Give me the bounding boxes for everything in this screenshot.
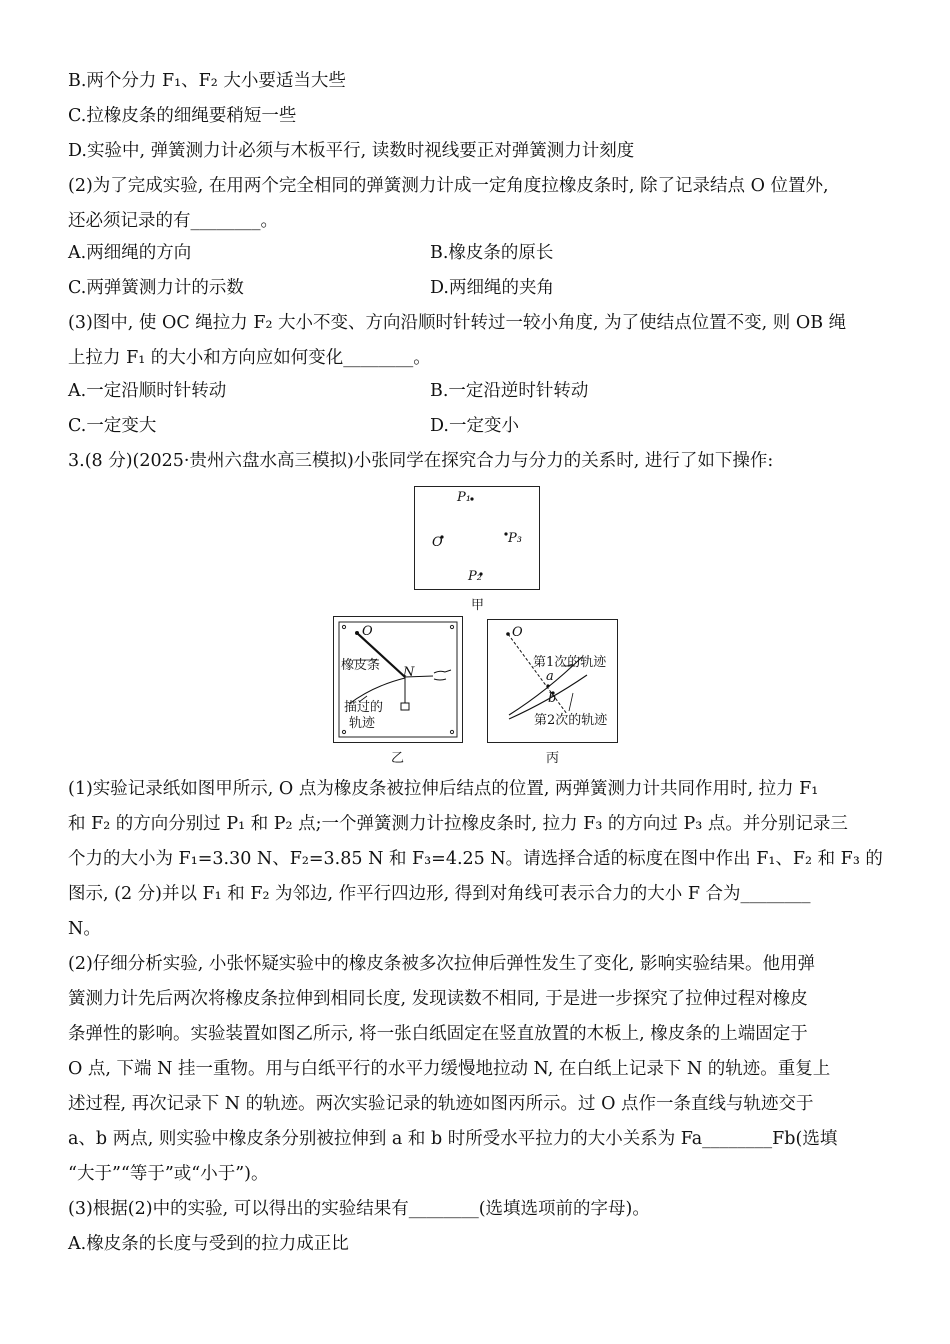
label-first-trace: 第1次的轨迹 bbox=[533, 655, 607, 670]
q3-2-line7: “大于”“等于”或“小于”)。 bbox=[68, 1164, 269, 1184]
label-a: a bbox=[546, 669, 554, 684]
label-traced-line2: 轨迹 bbox=[349, 716, 376, 731]
q3-1-line4: 图示, (2 分)并以 F₁ 和 F₂ 为邻边, 作平行四边形, 得到对角线可表示合力的大小 F 合为________ bbox=[68, 884, 811, 904]
option-c-q1: C.拉橡皮条的细绳要稍短一些 bbox=[68, 106, 297, 126]
q3-3-stem: (3)根据(2)中的实验, 可以得出的实验结果有________(选填选项前的字母)。 bbox=[68, 1199, 650, 1219]
q3-1-line3: 个力的大小为 F₁=3.30 N、F₂=3.85 N 和 F₃=4.25 N。请选择合适的标度在图中作出 F₁、F₂ 和 F₃ 的 bbox=[68, 849, 883, 869]
q3-2-line1: (2)仔细分析实验, 小张怀疑实验中的橡皮条被多次拉伸后弹性发生了变化, 影响实验结果。他用弹 bbox=[68, 954, 816, 974]
question-3-title: 3.(8 分)(2025·贵州六盘水高三模拟)小张同学在探究合力与分力的关系时, 进行了如下操作: bbox=[68, 451, 774, 471]
q3-1-line5: N。 bbox=[68, 919, 101, 939]
q2-option-b: B.橡皮条的原长 bbox=[430, 243, 554, 263]
q2-stem-line2: 还必须记录的有________。 bbox=[68, 211, 278, 231]
q3-1-line2: 和 F₂ 的方向分别过 P₁ 和 P₂ 点;一个弹簧测力计拉橡皮条时, 拉力 F₃ 的方向过 P₃ 点。并分别记录三 bbox=[68, 814, 848, 834]
label-rubber-band: 橡皮条 bbox=[341, 658, 381, 673]
q2-stem-line1: (2)为了完成实验, 在用两个完全相同的弹簧测力计成一定角度拉橡皮条时, 除了记录结点 O 位置外, bbox=[68, 176, 829, 196]
q3-2-line5: 述过程, 再次记录下 N 的轨迹。两次实验记录的轨迹如图丙所示。过 O 点作一条直线与轨迹交于 bbox=[68, 1094, 814, 1114]
label-p3: P₃ bbox=[508, 531, 522, 546]
caption-yi: 乙 bbox=[391, 751, 405, 766]
q3-2-line6: a、b 两点, 则实验中橡皮条分别被拉伸到 a 和 b 时所受水平拉力的大小关系为 Fa________Fb(选填 bbox=[68, 1129, 838, 1149]
option-d-q1: D.实验中, 弹簧测力计必须与木板平行, 读数时视线要正对弹簧测力计刻度 bbox=[68, 141, 635, 161]
q3-stem-line1: (3)图中, 使 OC 绳拉力 F₂ 大小不变、方向沿顺时针转过一较小角度, 为了使结点位置不变, 则 OB 绳 bbox=[68, 313, 847, 333]
q2-option-d: D.两细绳的夹角 bbox=[430, 278, 554, 298]
q3-option-c: C.一定变大 bbox=[68, 416, 157, 436]
q3-option-b: B.一定沿逆时针转动 bbox=[430, 381, 589, 401]
label-o: O bbox=[512, 625, 523, 640]
q3-option-a: A.一定沿顺时针转动 bbox=[68, 381, 227, 401]
option-b-q1: B.两个分力 F₁、F₂ 大小要适当大些 bbox=[68, 71, 346, 91]
label-traced-line1: 描过的 bbox=[344, 700, 384, 715]
q3-3-option-a: A.橡皮条的长度与受到的拉力成正比 bbox=[68, 1234, 349, 1254]
caption-bing: 丙 bbox=[546, 751, 560, 766]
figure-bing bbox=[487, 619, 618, 743]
label-n: N bbox=[403, 665, 415, 680]
q3-1-line1: (1)实验记录纸如图甲所示, O 点为橡皮条被拉伸后结点的位置, 两弹簧测力计共同作用时, 拉力 F₁ bbox=[68, 779, 819, 799]
q3-stem-line2: 上拉力 F₁ 的大小和方向应如何变化________。 bbox=[68, 348, 431, 368]
figure-jia bbox=[414, 486, 540, 590]
figure-yi bbox=[333, 616, 463, 743]
q2-option-a: A.两细绳的方向 bbox=[68, 243, 192, 263]
label-p1: P₁ bbox=[457, 490, 471, 505]
q2-option-c: C.两弹簧测力计的示数 bbox=[68, 278, 244, 298]
q3-2-line3: 条弹性的影响。实验装置如图乙所示, 将一张白纸固定在竖直放置的木板上, 橡皮条的上端固定于 bbox=[68, 1024, 808, 1044]
q3-2-line4: O 点, 下端 N 挂一重物。用与白纸平行的水平力缓慢地拉动 N, 在白纸上记录下 N 的轨迹。重复上 bbox=[68, 1059, 831, 1079]
q3-option-d: D.一定变小 bbox=[430, 416, 519, 436]
label-o: O bbox=[432, 535, 443, 550]
caption-jia: 甲 bbox=[471, 598, 485, 613]
label-o: O bbox=[362, 624, 373, 639]
q3-2-line2: 簧测力计先后两次将橡皮条拉伸到相同长度, 发现读数不相同, 于是进一步探究了拉伸过程对橡皮 bbox=[68, 989, 808, 1009]
label-b: b bbox=[548, 691, 557, 706]
label-p2: P₂ bbox=[468, 569, 482, 584]
label-second-trace: 第2次的轨迹 bbox=[534, 713, 608, 728]
